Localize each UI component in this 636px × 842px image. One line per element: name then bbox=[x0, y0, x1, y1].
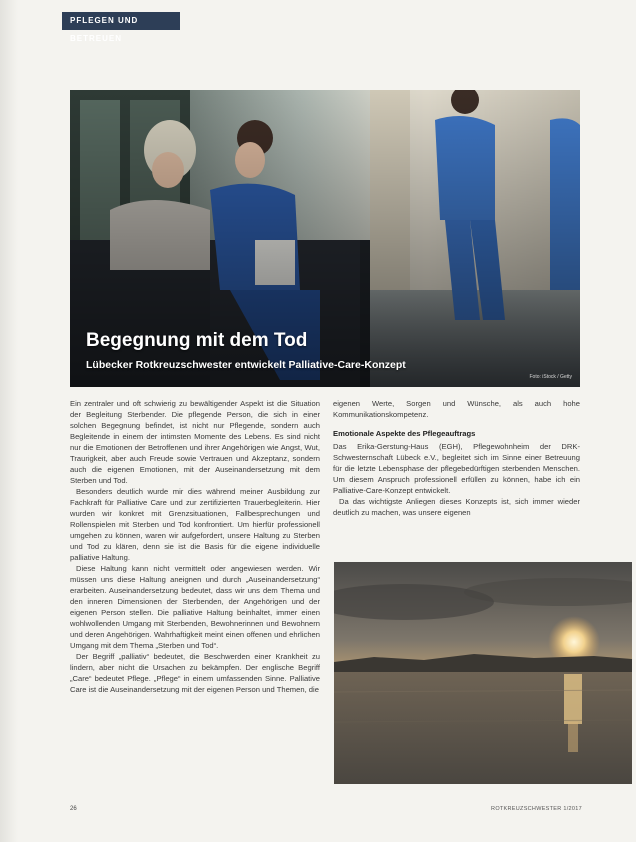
article-headline: Begegnung mit dem Tod bbox=[86, 330, 308, 351]
paragraph: Da das wichtigste Anliegen dieses Konzepts ist, sich immer wieder deutlich zu machen, was unsere eigenen bbox=[333, 497, 580, 517]
sunset-photo bbox=[334, 562, 632, 784]
paragraph: Besonders deutlich wurde mir dies während meiner Ausbildung zur Fachkraft für Palliative Care und zur zertifizierten Trauerbegleiterin. Hier wurden wir konkret mit Grenzsituationen, Fallbesprechungen und Rollenspielen mit Sterben und Tod konfrontiert. Um hierfür professionell umgehen zu können, waren wir aufgefordert, unsere Haltung zu Sterben und Tod zu klären, denn sie ist die Basis für die eigene individuelle palliative Haltung. bbox=[70, 487, 320, 562]
article-column-right bbox=[333, 398, 580, 548]
paragraph: Ein zentraler und oft schwierig zu bewältigender Aspekt ist die Situation der Begleitung Sterbender. Die pflegende Person, die sich in einer solchen Begegnung befindet, ist nicht nur Pflegende, sondern auch Begleitende in einem der intimsten Momente des Lebens. Es sind nicht nur die Emotionen der Betroffenen und ihrer Angehörigen wie Angst, Wut, Traurigkeit, aber auch Freude sowie Vertrauen und Akzeptanz, sondern auch die eigenen Emotionen, mit der Auseinandersetzung mit dem Sterben und Tod. bbox=[70, 399, 320, 485]
page-binding-edge bbox=[0, 0, 18, 842]
section-label: PFLEGEN UND BETREUEN bbox=[62, 12, 180, 30]
article-subheadline: Lübecker Rotkreuzschwester entwickelt Palliative-Care-Konzept bbox=[86, 359, 406, 371]
paragraph: Das Erika-Gerstung-Haus (EGH), Pflegewohnheim der DRK-Schwesternschaft Lübeck e.V., begleitet sich im Sinne einer Betreuung für die letzte Lebensphase der pflegebedürftigen sterbenden Menschen. Um diesem Anspruch professionell erfüllen zu können, habe ich ein Palliative-Care-Konzept entwickelt. bbox=[333, 442, 580, 495]
paragraph: eigenen Werte, Sorgen und Wünsche, als auch hohe Kommunikationskompetenz. bbox=[333, 399, 580, 419]
sunset-over-water-illustration bbox=[334, 562, 632, 784]
hero-photo bbox=[70, 90, 580, 387]
paragraph: Der Begriff „palliativ“ bedeutet, die Beschwerden einer Krankheit zu lindern, aber nicht die Ursachen zu bekämpfen. Der englische Begriff „Care“ bedeutet Pflege. „Pflege“ in einem umfassenden Sinne. Palliative Care ist die Auseinandersetzung mit der eigenen Person und Themen, die bbox=[70, 652, 320, 694]
article-column-left bbox=[70, 398, 320, 788]
magazine-footer: ROTKREUZSCHWESTER 1/2017 bbox=[491, 806, 582, 812]
section-subheading: Emotionale Aspekte des Pflegeauftrags bbox=[333, 429, 476, 438]
paragraph: Diese Haltung kann nicht vermittelt oder angewiesen werden. Wir müssen uns diese Haltung aneignen und durch „Auseinandersetzung“ erarbeiten. Auseinandersetzung bedeutet, dass wir uns dem Thema und den inneren Dimensionen der Sterbenden, der Angehörigen und der eigenen Person stellen. Die palliative Haltung beinhaltet, immer einen wohlwollenden Umgang mit Sterbenden, Bewohnerinnen und Bewohnern und deren Angehörigen. Wahrhaftigkeit meint einen offenen und ehrlichen Umgang mit dem Thema „Sterben und Tod“. bbox=[70, 564, 320, 650]
photo-credit: Foto: iStock / Getty bbox=[529, 374, 572, 380]
page-number: 26 bbox=[70, 806, 77, 812]
